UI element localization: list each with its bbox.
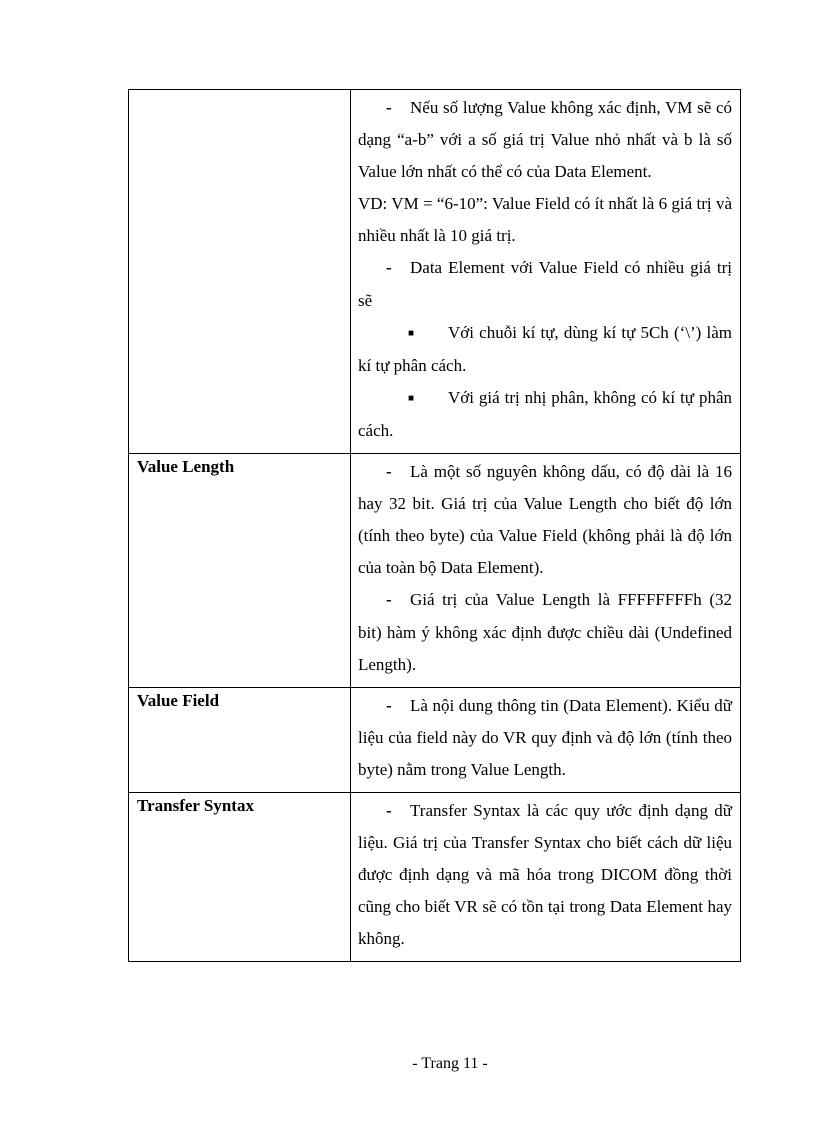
bullet-paragraph [358,456,732,584]
dash-bullet-icon: - [386,98,392,117]
dash-bullet-icon: - [386,462,392,482]
term-label: Value Field [137,690,220,710]
paragraph-text: VD: VM = “6-10”: Value Field có ít nhất là 6 giá trị và nhiều nhất là 10 giá trị. [358,194,732,246]
table-body [129,90,741,962]
page-footer: - Trang 11 - [412,1055,488,1072]
term-label: Value Length [137,457,235,477]
paragraph-text: Giá trị của Value Length là FFFFFFFFh (32 bit) hàm ý không xác định được chiều dài (Undefined Length). [358,590,732,674]
dash-bullet-icon: - [386,800,392,820]
paragraph [358,188,732,252]
paragraph-text: Transfer Syntax là các quy ước định dạng dữ liệu. Giá trị của Transfer Syntax cho biết cách dữ liệu được định dạng và mã hóa trong DICOM đồng thời cũng cho biết VR sẽ có tồn tại trong Data Element hay không. [358,800,732,949]
square-bullet-icon: ■ [408,392,415,404]
description-cell [351,454,741,688]
table-row [129,792,741,961]
description-cell [351,687,741,792]
dash-bullet-icon: - [386,258,392,278]
term-cell [129,454,351,688]
term-label [129,90,350,94]
description-cell [351,90,741,454]
term-label: Transfer Syntax [137,795,254,815]
table-row [129,687,741,792]
dash-bullet-icon: - [386,590,392,610]
square-bullet-icon: ■ [408,327,415,339]
paragraph-text: Nếu số lượng Value không xác định, VM sẽ có dạng “a-b” với a số giá trị Value nhỏ nhất và b là số Value lớn nhất có thể có của Data Element. [358,98,732,182]
dash-bullet-icon: - [386,695,392,715]
table-row [129,90,741,454]
paragraph-text: Với chuỗi kí tự, dùng kí tự 5Ch (‘\’) làm kí tự phân cách. [358,322,732,375]
definition-table [128,89,741,962]
term-cell [129,792,351,961]
sub-bullet-paragraph [358,317,732,382]
paragraph-text: Là một số nguyên không dấu, có độ dài là 16 hay 32 bit. Giá trị của Value Length cho biết độ lớn (tính theo byte) của Value Field (không phải là độ lớn của toàn bộ Data Element). [358,462,732,578]
bullet-paragraph [358,92,732,188]
bullet-paragraph [358,584,732,680]
paragraph-text: Là nội dung thông tin (Data Element). Kiểu dữ liệu của field này do VR quy định và độ lớn (tính theo byte) nằm trong Value Length. [358,695,732,779]
description-cell [351,792,741,961]
bullet-paragraph [358,690,732,786]
bullet-paragraph [358,795,732,955]
paragraph-text: Data Element với Value Field có nhiều giá trị sẽ [358,258,732,310]
paragraph-text: Với giá trị nhị phân, không có kí tự phân cách. [358,387,732,440]
table-row [129,454,741,688]
bullet-paragraph [358,252,732,316]
term-cell [129,687,351,792]
term-cell [129,90,351,454]
sub-bullet-paragraph [358,382,732,447]
